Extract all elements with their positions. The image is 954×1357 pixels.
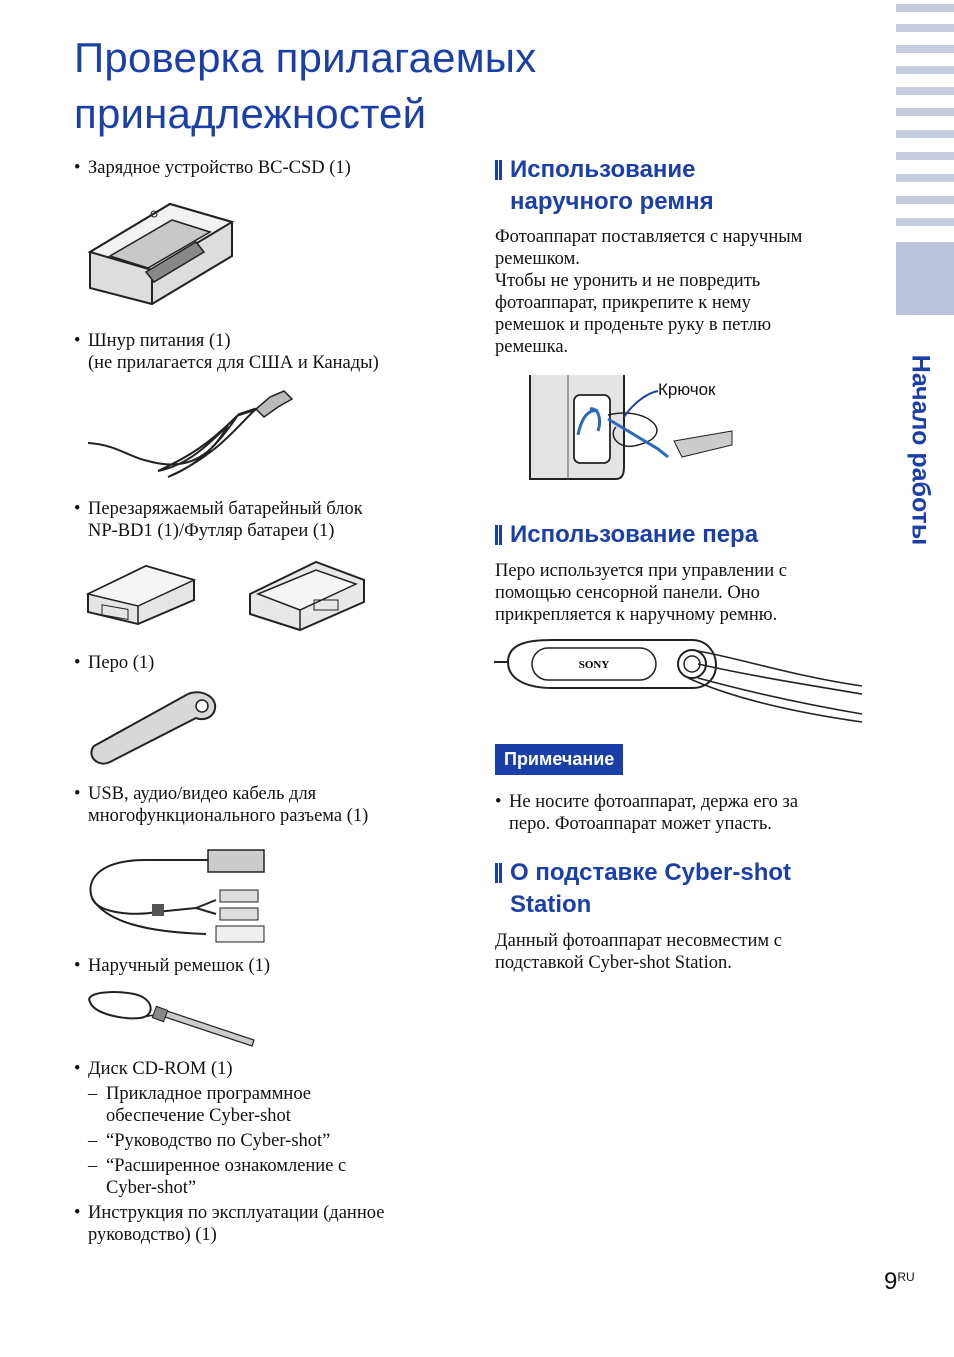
side-stripe <box>896 66 954 74</box>
side-stripe <box>896 4 954 12</box>
item-strap: • Наручный ремешок (1) <box>74 955 270 977</box>
item-cdrom: • Диск CD-ROM (1) – Прикладное программное обеспечение Cyber-shot – “Руководство по Cyber-shot” – “Расширенное ознакомление с Cyber-shot” • Инструкция по эксплуатации (данное руководство) (1) <box>74 1058 454 1246</box>
note-badge: Примечание <box>495 744 623 775</box>
heading-wrist-strap: Использование наручного ремня <box>495 154 714 218</box>
item-pen: • Перо (1) <box>74 652 154 674</box>
pen-illustration <box>88 690 220 766</box>
item-charger: • Зарядное устройство BC-CSD (1) <box>74 157 351 179</box>
item-usb-cable: • USB, аудио/видео кабель для многофункционального разъема (1) <box>74 783 368 827</box>
side-tab-label[interactable]: Начало работы <box>906 354 935 546</box>
item-battery: • Перезаряжаемый батарейный блок NP-BD1 (1)/Футляр батареи (1) <box>74 498 363 542</box>
battery-illustration <box>86 560 198 626</box>
page-number: $9^{RU}$ <box>884 1268 915 1295</box>
side-stripe <box>896 108 954 116</box>
item-cord: • Шнур питания (1) (не прилагается для США и Канады) <box>74 330 379 374</box>
side-stripe <box>896 24 954 32</box>
side-stripe <box>896 218 954 226</box>
battery-case-illustration <box>248 558 366 632</box>
side-stripe <box>896 152 954 160</box>
station-paragraph: Данный фотоаппарат несовместим с подставкой Cyber-shot Station. <box>495 931 782 973</box>
side-stripe <box>896 130 954 138</box>
strap-paragraph: Фотоаппарат поставляется с наручным ремешком. Чтобы не уронить и не повредить фотоаппарат, прикрепите к нему ремешок и проденьте руку в петлю ремешка. <box>495 227 803 357</box>
heading-pen: Использование пера <box>495 519 758 551</box>
side-stripe <box>896 87 954 95</box>
side-stripe <box>896 45 954 53</box>
note-text: • Не носите фотоаппарат, держа его за перо. Фотоаппарат может упасть. <box>495 791 798 835</box>
pen-strap-illustration <box>492 636 864 726</box>
cd-item: – “Расширенное ознакомление с Cyber-shot” <box>74 1155 454 1199</box>
wrist-strap-illustration <box>84 988 258 1050</box>
usb-av-cable-illustration <box>86 842 268 948</box>
page-title: Проверка прилагаемых принадлежностей <box>74 34 537 137</box>
heading-cyber-shot-station: О подставке Cyber-shot Station <box>495 857 791 921</box>
side-tab-active[interactable] <box>896 242 954 315</box>
power-cord-illustration <box>88 385 298 480</box>
hook-label: Крючок <box>658 380 716 399</box>
pen-paragraph: Перо используется при управлении с помощью сенсорной панели. Оно прикрепляется к наручному ремню. <box>495 561 787 625</box>
charger-illustration <box>86 192 236 310</box>
cd-item: – Прикладное программное обеспечение Cyber-shot <box>74 1083 454 1127</box>
side-stripe <box>896 196 954 204</box>
cd-item: – “Руководство по Cyber-shot” <box>74 1130 454 1152</box>
side-stripe <box>896 174 954 182</box>
pen-brand: SONY <box>578 659 610 671</box>
